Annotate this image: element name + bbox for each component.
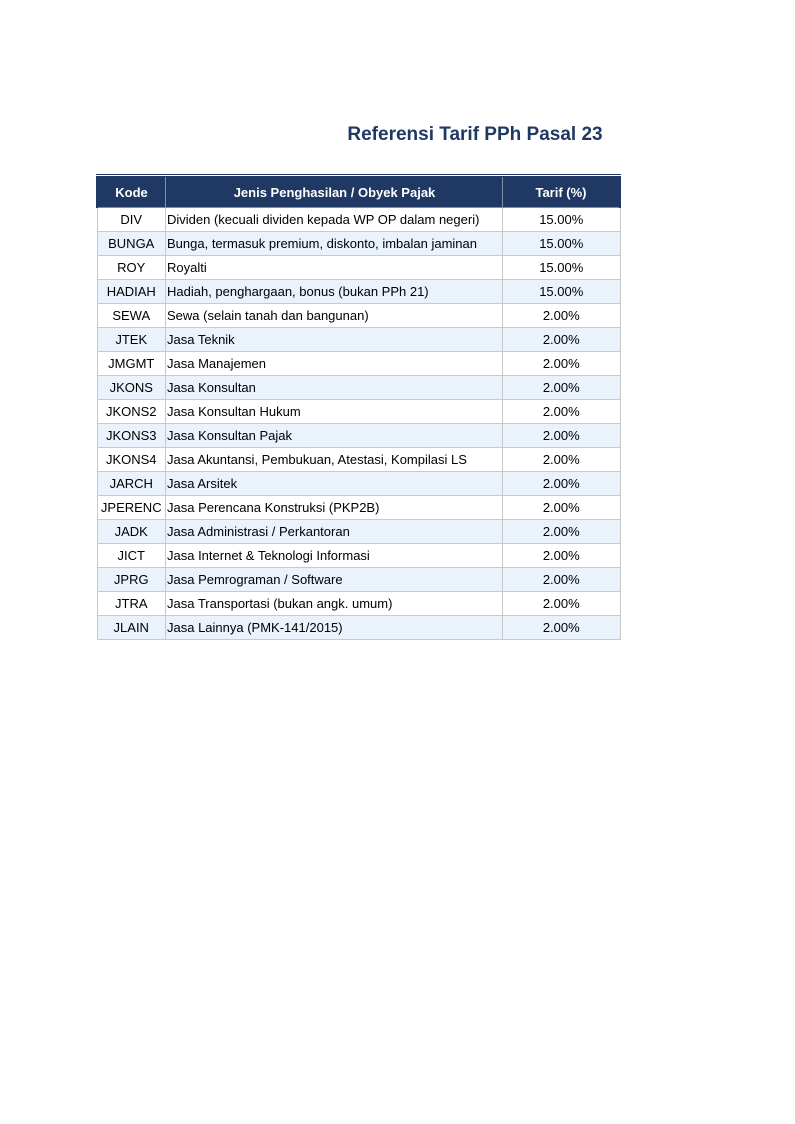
table-row — [97, 352, 620, 376]
table-row — [97, 280, 620, 304]
table-body — [97, 208, 620, 640]
cell-tarif[interactable]: 2.00% — [503, 448, 621, 472]
cell-kode[interactable]: JKONS — [97, 376, 166, 400]
table-row — [97, 376, 620, 400]
cell-jenis[interactable]: Jasa Perencana Konstruksi (PKP2B) — [166, 496, 503, 520]
cell-kode[interactable]: JKONS4 — [97, 448, 166, 472]
cell-kode[interactable]: JADK — [97, 520, 166, 544]
cell-kode[interactable]: JLAIN — [97, 616, 166, 640]
cell-kode[interactable]: SEWA — [97, 304, 166, 328]
cell-tarif[interactable]: 2.00% — [503, 616, 621, 640]
cell-tarif[interactable]: 2.00% — [503, 400, 621, 424]
cell-jenis[interactable]: Jasa Transportasi (bukan angk. umum) — [166, 592, 503, 616]
tarif-table — [96, 174, 621, 640]
cell-jenis[interactable]: Jasa Konsultan — [166, 376, 503, 400]
cell-jenis[interactable]: Jasa Administrasi / Perkantoran — [166, 520, 503, 544]
table-row — [97, 472, 620, 496]
cell-tarif[interactable]: 15.00% — [503, 208, 621, 232]
cell-kode[interactable]: JMGMT — [97, 352, 166, 376]
cell-jenis[interactable]: Sewa (selain tanah dan bangunan) — [166, 304, 503, 328]
cell-kode[interactable]: JPERENC — [97, 496, 166, 520]
cell-kode[interactable]: JTRA — [97, 592, 166, 616]
table-row — [97, 232, 620, 256]
cell-jenis[interactable]: Hadiah, penghargaan, bonus (bukan PPh 21) — [166, 280, 503, 304]
cell-jenis[interactable]: Jasa Manajemen — [166, 352, 503, 376]
table-row — [97, 568, 620, 592]
cell-tarif[interactable]: 2.00% — [503, 472, 621, 496]
cell-kode[interactable]: JARCH — [97, 472, 166, 496]
table-row — [97, 208, 620, 232]
cell-tarif[interactable]: 2.00% — [503, 328, 621, 352]
cell-jenis[interactable]: Jasa Pemrograman / Software — [166, 568, 503, 592]
cell-tarif[interactable]: 2.00% — [503, 424, 621, 448]
table-row — [97, 256, 620, 280]
cell-tarif[interactable]: 2.00% — [503, 592, 621, 616]
table-row — [97, 328, 620, 352]
cell-jenis[interactable]: Bunga, termasuk premium, diskonto, imbalan jaminan — [166, 232, 503, 256]
page-title: Referensi Tarif PPh Pasal 23 — [347, 124, 603, 145]
cell-jenis[interactable]: Jasa Teknik — [166, 328, 503, 352]
cell-kode[interactable]: JKONS2 — [97, 400, 166, 424]
cell-tarif[interactable]: 2.00% — [503, 352, 621, 376]
cell-tarif[interactable]: 2.00% — [503, 568, 621, 592]
cell-tarif[interactable]: 15.00% — [503, 232, 621, 256]
cell-tarif[interactable]: 15.00% — [503, 280, 621, 304]
header-jenis: Jenis Penghasilan / Obyek Pajak — [166, 176, 503, 208]
cell-jenis[interactable]: Jasa Lainnya (PMK-141/2015) — [166, 616, 503, 640]
cell-tarif[interactable]: 15.00% — [503, 256, 621, 280]
header-kode: Kode — [97, 176, 166, 208]
table-row — [97, 400, 620, 424]
cell-kode[interactable]: JTEK — [97, 328, 166, 352]
table-row — [97, 520, 620, 544]
cell-kode[interactable]: JPRG — [97, 568, 166, 592]
table-row — [97, 304, 620, 328]
table-row — [97, 496, 620, 520]
table-row — [97, 616, 620, 640]
cell-kode[interactable]: JKONS3 — [97, 424, 166, 448]
cell-kode[interactable]: JICT — [97, 544, 166, 568]
cell-kode[interactable]: DIV — [97, 208, 166, 232]
header-tarif: Tarif (%) — [503, 176, 621, 208]
cell-jenis[interactable]: Jasa Konsultan Hukum — [166, 400, 503, 424]
cell-tarif[interactable]: 2.00% — [503, 496, 621, 520]
cell-tarif[interactable]: 2.00% — [503, 544, 621, 568]
table-row — [97, 448, 620, 472]
cell-jenis[interactable]: Dividen (kecuali dividen kepada WP OP dalam negeri) — [166, 208, 503, 232]
cell-jenis[interactable]: Jasa Konsultan Pajak — [166, 424, 503, 448]
cell-tarif[interactable]: 2.00% — [503, 520, 621, 544]
table-row — [97, 424, 620, 448]
cell-jenis[interactable]: Jasa Arsitek — [166, 472, 503, 496]
cell-jenis[interactable]: Jasa Akuntansi, Pembukuan, Atestasi, Kompilasi LS — [166, 448, 503, 472]
cell-tarif[interactable]: 2.00% — [503, 376, 621, 400]
cell-jenis[interactable]: Royalti — [166, 256, 503, 280]
cell-kode[interactable]: ROY — [97, 256, 166, 280]
table-header-row — [97, 176, 620, 208]
table-row — [97, 592, 620, 616]
cell-jenis[interactable]: Jasa Internet & Teknologi Informasi — [166, 544, 503, 568]
cell-kode[interactable]: HADIAH — [97, 280, 166, 304]
cell-tarif[interactable]: 2.00% — [503, 304, 621, 328]
table-row — [97, 544, 620, 568]
cell-kode[interactable]: BUNGA — [97, 232, 166, 256]
